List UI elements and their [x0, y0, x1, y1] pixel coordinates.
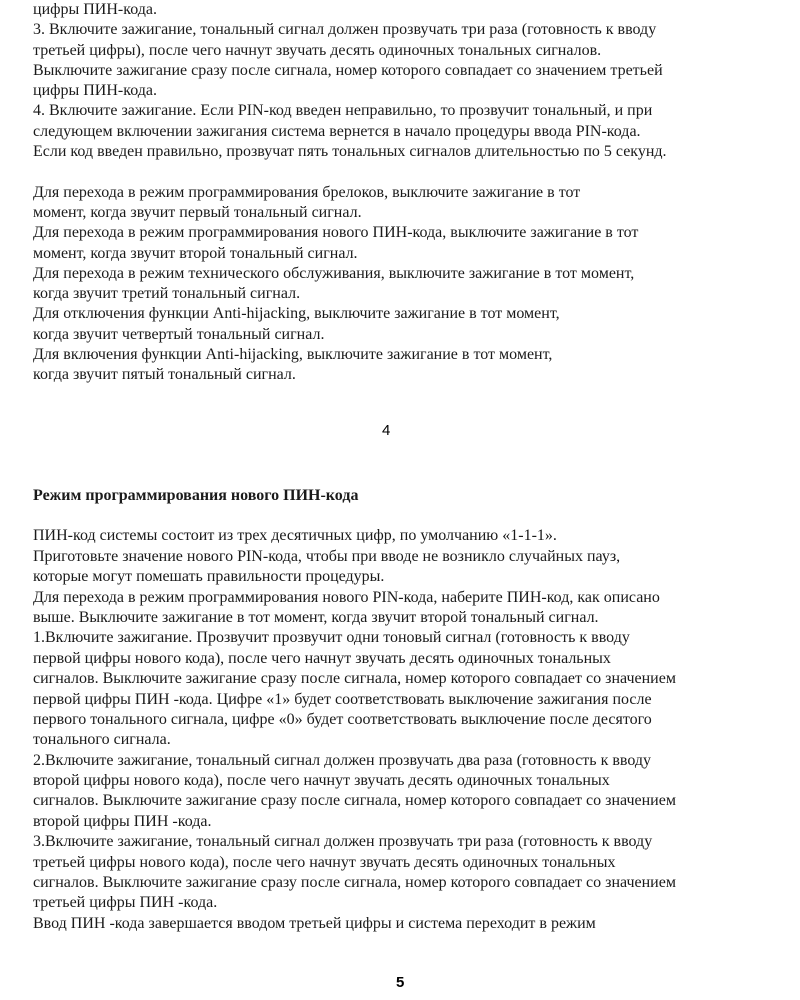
text-line: которые могут помешать правильности процедуры. [33, 568, 385, 586]
text-line: ПИН-код системы состоит из трех десятичных цифр, по умолчанию «1-1-1». [33, 527, 557, 545]
text-line: следующем включении зажигания система вернется в начало процедуры ввода PIN-кода. [33, 122, 641, 140]
text-line: Ввод ПИН -кода завершается вводом третьей цифры и система переходит в режим [33, 914, 596, 932]
top-page-body [33, 0, 780, 386]
text-line: 1.Включите зажигание. Прозвучит прозвучит одни тоновый сигнал (готовность к вводу [33, 629, 630, 647]
text-line: Приготовьте значение нового PIN-кода, чтобы при вводе не возникло случайных пауз, [33, 547, 621, 565]
text-line: Для включения функции Anti-hijacking, выключите зажигание в тот момент, [33, 346, 553, 364]
text-line: третьей цифры нового кода), после чего начнут звучать десять одиночных тональных [33, 853, 616, 871]
text-line: первой цифры нового кода), после чего начнут звучать десять одиночных тональных [33, 649, 611, 667]
text-line: цифры ПИН-кода. [33, 82, 157, 100]
text-line: Для перехода в режим программирования нового ПИН-кода, выключите зажигание в тот [33, 224, 639, 242]
text-line: цифры ПИН-кода. [33, 1, 157, 18]
text-line: Если код введен правильно, прозвучат пять тональных сигналов длительностью по 5 секунд. [33, 143, 667, 161]
text-line: сигналов. Выключите зажигание сразу после сигнала, номер которого совпадает со значением [33, 874, 676, 892]
text-line: второй цифры нового кода), после чего начнут звучать десять одиночных тональных [33, 772, 610, 790]
text-line: Для отключения функции Anti-hijacking, выключите зажигание в тот момент, [33, 305, 560, 323]
text-line: тонального сигнала. [33, 731, 171, 749]
text-line: 3.Включите зажигание, тональный сигнал должен прозвучать три раза (готовность к вводу [33, 833, 653, 851]
text-line: первого тонального сигнала, цифре «0» будет соответствовать выключение после десятого [33, 710, 652, 728]
bottom-page-body [33, 486, 780, 934]
section-heading: Режим программирования нового ПИН-кода [33, 487, 359, 504]
text-line: сигналов. Выключите зажигание сразу после сигнала, номер которого совпадает со значением [33, 792, 676, 810]
text-line: третьей цифры), после чего начнут звучать десять одиночных тональных сигналов. [33, 41, 602, 59]
text-line: 4. Включите зажигание. Если PIN-код введен неправильно, то прозвучит тональный, и при [33, 102, 653, 120]
page-number-top: 4 [382, 422, 391, 439]
text-line: Для перехода в режим программирования брелоков, выключите зажигание в тот [33, 183, 581, 201]
text-line: 2.Включите зажигание, тональный сигнал должен прозвучать два раза (готовность к вводу [33, 751, 652, 769]
text-line: Для перехода в режим программирования нового PIN-кода, наберите ПИН-код, как описано [33, 588, 660, 606]
text-line: выше. Выключите зажигание в тот момент, когда звучит второй тональный сигнал. [33, 608, 599, 626]
blank-line [33, 506, 780, 526]
text-line: третьей цифры ПИН -кода. [33, 894, 218, 912]
text-line: Выключите зажигание сразу после сигнала, номер которого совпадает со значением третьей [33, 61, 663, 79]
text-line: когда звучит третий тональный сигнал. [33, 285, 301, 303]
page-number-bottom: 5 [396, 974, 405, 991]
text-line: Для перехода в режим технического обслуживания, выключите зажигание в тот момент, [33, 264, 635, 282]
text-line: когда звучит пятый тональный сигнал. [33, 366, 296, 384]
text-line: второй цифры ПИН -кода. [33, 812, 212, 830]
text-line: момент, когда звучит первый тональный сигнал. [33, 203, 362, 221]
text-line: момент, когда звучит второй тональный сигнал. [33, 244, 358, 262]
text-line: первой цифры ПИН -кода. Цифре «1» будет соответствовать выключение зажигания после [33, 690, 652, 708]
text-line: 3. Включите зажигание, тональный сигнал должен прозвучать три раза (готовность к вводу [33, 21, 657, 39]
text-line: когда звучит четвертый тональный сигнал. [33, 325, 325, 343]
text-line: сигналов. Выключите зажигание сразу после сигнала, номер которого совпадает со значением [33, 670, 676, 688]
blank-line [33, 162, 780, 182]
